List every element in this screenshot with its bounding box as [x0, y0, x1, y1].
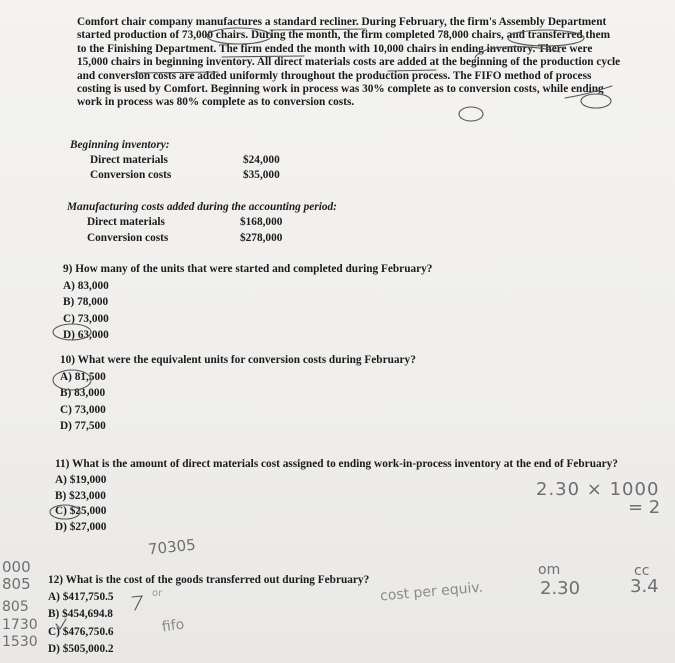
- handwritten-fifo: fifo: [160, 616, 186, 636]
- manufacturing-cc-row: [87, 232, 307, 246]
- manufacturing-costs-title: Manufacturing costs added during the accounting period:: [67, 201, 337, 213]
- option-a: A) $417,750.5: [48, 591, 114, 604]
- beginning-inventory-title: Beginning inventory:: [70, 139, 170, 151]
- option-b: B) $454,694.8: [48, 608, 113, 621]
- option-c: C) $476,750.6: [48, 625, 114, 638]
- row-value: $168,000: [240, 216, 283, 228]
- row-label: Conversion costs: [90, 169, 172, 181]
- margin-note-5: 1530: [2, 634, 38, 650]
- row-label: Conversion costs: [87, 232, 169, 244]
- option-a: A) $19,000: [55, 473, 107, 486]
- margin-note-4: 1730: [2, 617, 38, 633]
- handwritten-cc: cc: [634, 563, 650, 579]
- row-value: $24,000: [243, 154, 280, 166]
- handwritten-calc-q11: 2.30 × 1000: [536, 479, 660, 500]
- row-label: Direct materials: [90, 154, 168, 166]
- option-d: D) 63,000: [63, 329, 109, 342]
- handwritten-dm-rate: 2.30: [540, 578, 581, 599]
- option-a: A) 81,500: [60, 370, 106, 383]
- option-c: C) 73,000: [60, 403, 106, 416]
- row-label: Direct materials: [87, 216, 165, 228]
- beginning-cc-row: [90, 169, 310, 183]
- row-value: $35,000: [243, 169, 280, 181]
- option-d: D) $27,000: [55, 521, 107, 534]
- margin-note-3: 805: [2, 599, 29, 615]
- question-12: [48, 572, 608, 658]
- option-d: D) $505,000.2: [48, 642, 114, 655]
- question-stem: 12) What is the cost of the goods transferred out during February?: [48, 574, 370, 586]
- option-c: C) $25,000: [55, 505, 107, 518]
- question-9: [63, 261, 623, 344]
- handwritten-70305: 70305: [147, 535, 197, 559]
- row-value: $278,000: [240, 232, 283, 244]
- handwritten-cc-rate: 3.4: [630, 576, 659, 597]
- margin-note-2: 805: [2, 575, 31, 593]
- option-b: B) 83,000: [60, 387, 106, 400]
- handwritten-om: om: [538, 562, 561, 578]
- option-a: A) 83,000: [63, 279, 109, 292]
- beginning-dm-row: [90, 154, 310, 168]
- option-b: B) $23,000: [55, 489, 106, 502]
- question-stem: 9) How many of the units that were started and completed during February?: [63, 263, 433, 275]
- option-c: C) 73,000: [63, 312, 109, 325]
- question-10: [60, 352, 620, 435]
- handwritten-or: or: [152, 588, 163, 599]
- option-d: D) 77,500: [60, 420, 106, 433]
- margin-note-1: 000: [2, 558, 31, 576]
- handwritten-cost-per-equiv: cost per equiv.: [379, 579, 484, 605]
- question-stem: 11) What is the amount of direct materials cost assigned to ending work-in-process inventory at the end of February?: [55, 458, 618, 470]
- manufacturing-dm-row: [87, 216, 307, 230]
- question-stem: 10) What were the equivalent units for conversion costs during February?: [60, 354, 416, 366]
- option-b: B) 78,000: [63, 296, 109, 309]
- problem-intro: Comfort chair company manufactures a standard recliner. During February, the firm's Assembly Department started production of 73,000 chairs. During the month, the firm completed 78,000 chairs, and transferred them to the Finishing Department. The firm ended the month with 10,000 chairs in ending inventory. There were 15,000 chairs in beginning inventory. All direct materials costs are added at the beginning of the production cycle and conversion costs are added uniformly throughout the production process. The FIFO method of process costing is used by Comfort. Beginning work in process was 30% complete as to conversion costs, while ending work in process was 80% complete as to conversion costs.: [77, 16, 621, 109]
- handwritten-calc-result: = 2: [628, 497, 661, 518]
